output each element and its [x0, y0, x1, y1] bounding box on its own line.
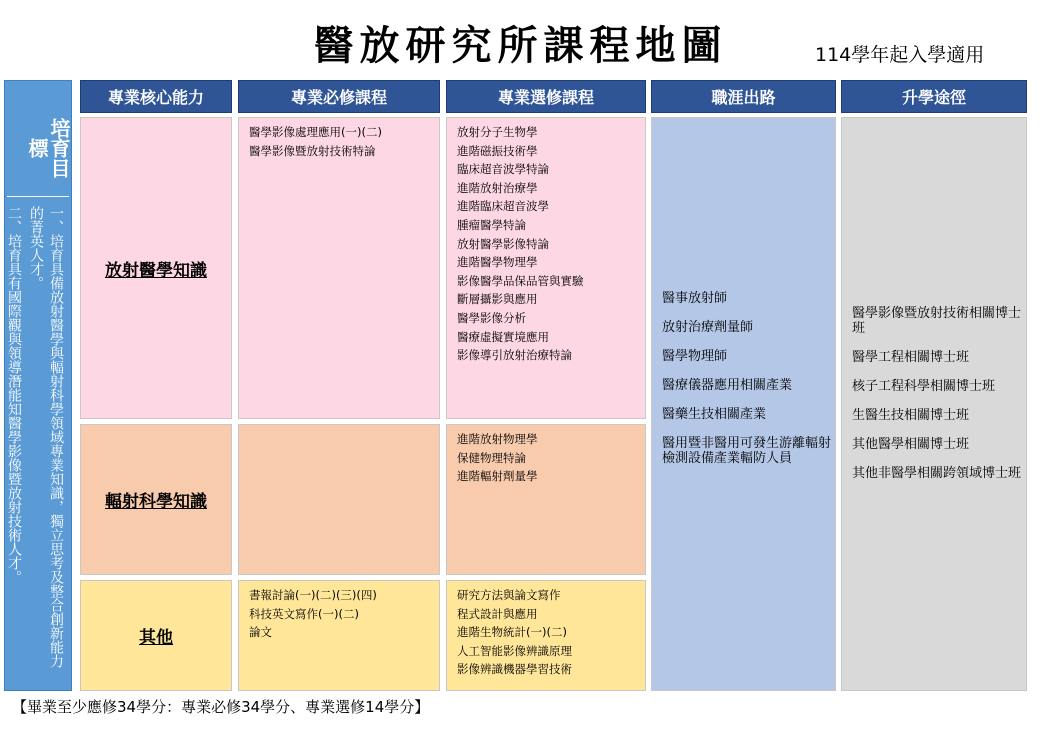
list-item: 進階生物統計(一)(二): [457, 625, 567, 640]
list-item: 醫學影像分析: [457, 310, 526, 325]
study-item: 生醫生技相關博士班: [852, 408, 970, 423]
study-item: 其他醫學相關博士班: [852, 437, 970, 452]
list-item: 影像醫學品保品管與實驗: [457, 273, 584, 288]
list-item: 進階臨床超音波學: [457, 199, 549, 214]
list-item: 影像導引放射治療特論: [457, 348, 572, 363]
required-courses-other: [238, 580, 440, 691]
list-item: 影像辨識機器學習技術: [457, 662, 572, 677]
career-list: [652, 118, 835, 466]
column-header-career: 職涯出路: [651, 80, 836, 113]
row-label-other-text: 其他: [139, 628, 173, 648]
elective-courses-radiology: [446, 117, 646, 419]
column-header-study: 升學途徑: [841, 80, 1027, 113]
elective-courses-other: [446, 580, 646, 691]
row-label-other: [80, 580, 232, 691]
required-courses-radiology: [238, 117, 440, 419]
page-subtitle: 114學年起入學適用: [815, 44, 985, 66]
page-title: 醫放研究所課程地圖: [313, 23, 728, 69]
list-item: 放射醫學影像特論: [457, 236, 549, 251]
list-item: 醫療虛擬實境應用: [457, 329, 549, 344]
list-item: 保健物理特論: [457, 450, 526, 465]
study-item: 醫學影像暨放射技術相關博士班: [852, 306, 1022, 336]
sidebar-goals: [6, 206, 66, 676]
list-item: 醫學影像處理應用(一)(二): [249, 125, 382, 139]
credit-requirement-note: 【畢業至少應修34學分：專業必修34學分、專業選修14學分】: [12, 698, 430, 716]
list-item: 科技英文寫作(一)(二): [249, 606, 359, 621]
list-item: 進階放射治療學: [457, 180, 538, 195]
column-header-core: 專業核心能力: [80, 80, 232, 113]
career-item: 醫療儀器應用相關產業: [662, 378, 793, 393]
study-panel: [841, 117, 1027, 691]
list-item: 腫瘤醫學特論: [457, 217, 526, 232]
row-label-radiology: [80, 117, 232, 419]
study-item: 核子工程科學相關博士班: [852, 379, 996, 394]
list-item: 進階磁振技術學: [457, 143, 538, 158]
list-item: 書報討論(一)(二)(三)(四): [249, 588, 377, 602]
career-item: 放射治療劑量師: [662, 320, 754, 335]
career-panel: [651, 117, 836, 691]
required-courses-radiation: [238, 424, 440, 575]
list-item: 臨床超音波學特論: [457, 162, 549, 177]
sidebar-heading: 培育目標: [25, 118, 71, 178]
career-item: 醫學物理師: [662, 349, 728, 364]
list-item: 論文: [249, 625, 272, 640]
column-header-elective: 專業選修課程: [446, 80, 646, 113]
career-item: 醫用暨非醫用可發生游離輻射檢測設備產業輻防人員: [662, 436, 832, 466]
row-label-radiation-text: 輻射科學知識: [105, 492, 207, 512]
list-item: 人工智能影像辨識原理: [457, 643, 572, 658]
list-item: 研究方法與論文寫作: [457, 588, 561, 602]
column-header-required: 專業必修課程: [238, 80, 440, 113]
list-item: 進階醫學物理學: [457, 255, 538, 270]
study-list: [842, 118, 1026, 481]
career-item: 醫事放射師: [662, 291, 728, 306]
career-item: 醫藥生技相關產業: [662, 407, 767, 422]
list-item: 進階輻射劑量學: [457, 469, 538, 484]
row-label-radiology-text: 放射醫學知識: [105, 260, 207, 281]
list-item: 斷層攝影與應用: [457, 292, 538, 307]
list-item: 程式設計與應用: [457, 606, 538, 621]
sidebar-divider: [7, 196, 69, 197]
elective-courses-radiation: [446, 424, 646, 575]
study-item: 其他非醫學相關跨領域博士班: [852, 466, 1022, 481]
list-item: 放射分子生物學: [457, 125, 538, 139]
goal-item-1: 一、培育具備放射醫學與輻射科學領域專業知識，獨立思考及整合創新能力的菁英人才。: [28, 206, 64, 668]
list-item: 進階放射物理學: [457, 432, 538, 446]
goal-item-2: 二、培育具有國際觀與領導潛能知醫學影像暨放射技術人才。: [6, 206, 22, 584]
list-item: 醫學影像暨放射技術特論: [249, 143, 376, 158]
study-item: 醫學工程相關博士班: [852, 350, 970, 365]
row-label-radiation: [80, 424, 232, 575]
